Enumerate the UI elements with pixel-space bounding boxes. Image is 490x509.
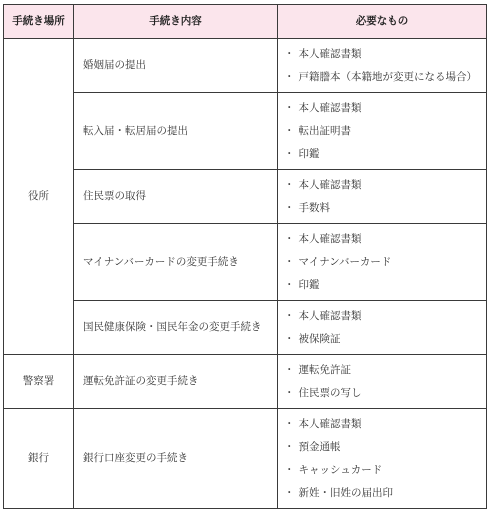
table-body bbox=[4, 39, 487, 509]
bullet-marker: ・ bbox=[284, 332, 295, 345]
procedure-cell: 婚姻届の提出 bbox=[74, 39, 278, 93]
bullet-marker: ・ bbox=[284, 47, 295, 60]
bullet-marker: ・ bbox=[284, 232, 295, 245]
bullet-marker: ・ bbox=[284, 255, 295, 268]
table-row bbox=[4, 170, 487, 224]
requirement-item bbox=[284, 305, 486, 328]
requirement-text: 印鑑 bbox=[298, 147, 320, 160]
bullet-marker: ・ bbox=[284, 309, 295, 322]
requirement-text: 本人確認書類 bbox=[298, 309, 362, 322]
header-procedure: 手続き内容 bbox=[74, 5, 278, 39]
requirement-item bbox=[284, 97, 486, 120]
requirements-cell bbox=[278, 355, 487, 409]
requirement-item bbox=[284, 174, 486, 197]
requirement-item bbox=[284, 251, 486, 274]
requirement-text: マイナンバーカード bbox=[298, 255, 392, 268]
requirement-item bbox=[284, 413, 486, 436]
requirement-item bbox=[284, 328, 486, 351]
bullet-marker: ・ bbox=[284, 101, 295, 114]
requirements-cell bbox=[278, 39, 487, 93]
requirement-text: 手数料 bbox=[298, 201, 330, 214]
requirement-text: 新姓・旧姓の届出印 bbox=[298, 486, 393, 499]
table-row bbox=[4, 224, 487, 301]
requirement-item bbox=[284, 43, 486, 66]
procedure-cell: 住民票の取得 bbox=[74, 170, 278, 224]
procedure-cell: 銀行口座変更の手続き bbox=[74, 409, 278, 509]
requirement-item bbox=[284, 143, 486, 166]
requirements-cell bbox=[278, 409, 487, 509]
requirement-item bbox=[284, 482, 486, 505]
requirement-item bbox=[284, 436, 486, 459]
requirements-cell bbox=[278, 224, 487, 301]
requirements-cell bbox=[278, 301, 487, 355]
bullet-marker: ・ bbox=[284, 147, 295, 160]
requirement-text: 印鑑 bbox=[298, 278, 320, 291]
requirement-text: 本人確認書類 bbox=[298, 101, 362, 114]
requirement-item bbox=[284, 274, 486, 297]
requirement-item bbox=[284, 459, 486, 482]
requirement-text: 本人確認書類 bbox=[298, 232, 362, 245]
requirement-text: 預金通帳 bbox=[298, 440, 341, 453]
requirement-item bbox=[284, 382, 486, 405]
bullet-marker: ・ bbox=[284, 363, 295, 376]
table-row bbox=[4, 409, 487, 509]
requirement-item bbox=[284, 66, 486, 89]
table-row bbox=[4, 39, 487, 93]
table-row bbox=[4, 355, 487, 409]
requirement-text: 本人確認書類 bbox=[298, 417, 362, 430]
header-requirements: 必要なもの bbox=[278, 5, 487, 39]
requirement-text: 運転免許証 bbox=[298, 363, 351, 376]
requirement-item bbox=[284, 120, 486, 143]
bullet-marker: ・ bbox=[284, 201, 295, 214]
requirement-text: 戸籍謄本（本籍地が変更になる場合） bbox=[298, 70, 477, 83]
header-place: 手続き場所 bbox=[4, 5, 74, 39]
requirement-text: 被保険証 bbox=[298, 332, 341, 345]
bullet-marker: ・ bbox=[284, 463, 295, 476]
bullet-marker: ・ bbox=[284, 417, 295, 430]
requirement-text: 住民票の写し bbox=[298, 386, 362, 399]
bullet-marker: ・ bbox=[284, 178, 295, 191]
procedures-table bbox=[3, 4, 487, 509]
table-row bbox=[4, 301, 487, 355]
bullet-marker: ・ bbox=[284, 70, 295, 83]
requirement-item bbox=[284, 359, 486, 382]
requirement-text: キャッシュカード bbox=[298, 463, 383, 476]
bullet-marker: ・ bbox=[284, 278, 295, 291]
bullet-marker: ・ bbox=[284, 386, 295, 399]
procedure-cell: 転入届・転居届の提出 bbox=[74, 93, 278, 170]
bullet-marker: ・ bbox=[284, 486, 295, 499]
table-header-row bbox=[4, 5, 487, 39]
place-cell: 銀行 bbox=[4, 409, 74, 509]
requirement-item bbox=[284, 228, 486, 251]
requirement-text: 転出証明書 bbox=[298, 124, 351, 137]
requirements-cell bbox=[278, 170, 487, 224]
requirement-text: 本人確認書類 bbox=[298, 178, 362, 191]
place-cell: 警察署 bbox=[4, 355, 74, 409]
bullet-marker: ・ bbox=[284, 440, 295, 453]
procedure-cell: 国民健康保険・国民年金の変更手続き bbox=[74, 301, 278, 355]
bullet-marker: ・ bbox=[284, 124, 295, 137]
procedure-cell: マイナンバーカードの変更手続き bbox=[74, 224, 278, 301]
place-cell: 役所 bbox=[4, 39, 74, 355]
requirement-item bbox=[284, 197, 486, 220]
procedure-cell: 運転免許証の変更手続き bbox=[74, 355, 278, 409]
requirement-text: 本人確認書類 bbox=[298, 47, 362, 60]
table-row bbox=[4, 93, 487, 170]
requirements-cell bbox=[278, 93, 487, 170]
